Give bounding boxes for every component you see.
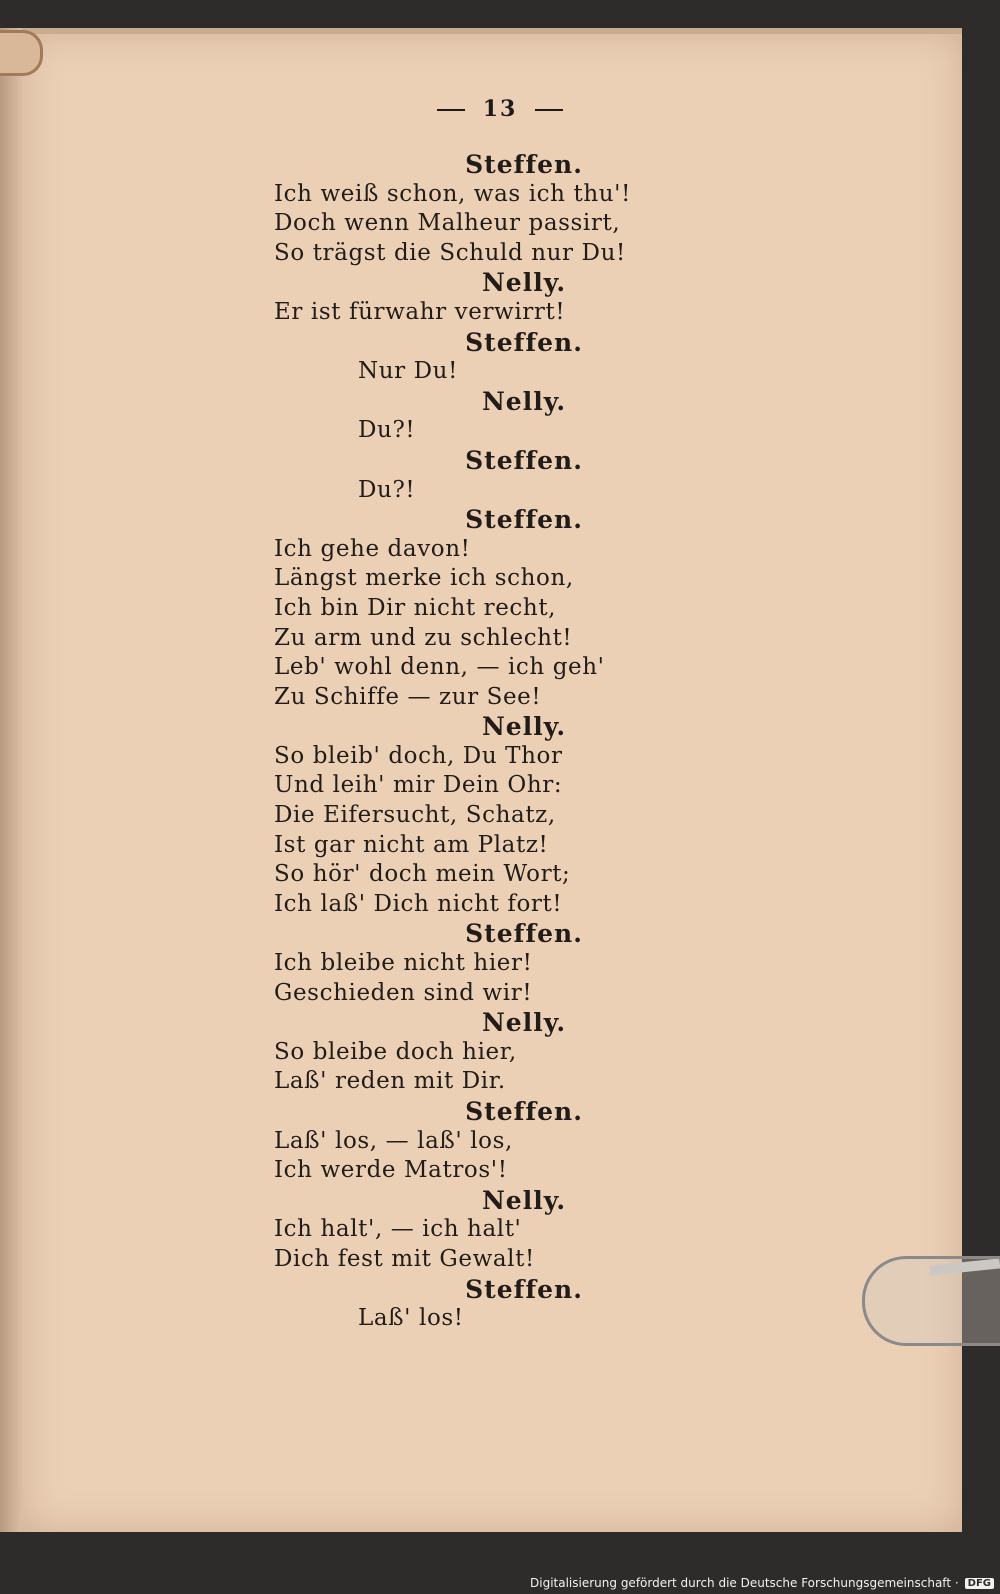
verse-line: Ich halt', — ich halt' xyxy=(274,1216,522,1243)
verse-line: Zu Schiffe — zur See! xyxy=(274,683,542,710)
dfg-logo-icon: DFG xyxy=(965,1578,994,1589)
page-top-edge xyxy=(22,28,962,34)
verse-line: Ich laß' Dich nicht fort! xyxy=(274,890,563,917)
verse-line: Die Eifersucht, Schatz, xyxy=(274,802,556,829)
speaker-name: Steffen. xyxy=(465,150,583,179)
verse-line: Geschieden sind wir! xyxy=(274,979,533,1006)
verse-line: Du?! xyxy=(358,476,416,503)
page-number-dash-left xyxy=(437,109,465,111)
verse-text-block xyxy=(274,150,834,1334)
verse-line: Doch wenn Malheur passirt, xyxy=(274,210,621,237)
verse-line: Ich bleibe nicht hier! xyxy=(274,950,533,977)
page-clip xyxy=(862,1256,1000,1346)
verse-line: Dich fest mit Gewalt! xyxy=(274,1245,535,1272)
speaker-name: Steffen. xyxy=(465,1274,583,1304)
speaker-name: Nelly. xyxy=(481,386,567,416)
verse-line: Laß' reden mit Dir. xyxy=(274,1068,506,1095)
verse-line: Laß' los, — laß' los, xyxy=(274,1127,513,1154)
speaker-name: Steffen. xyxy=(465,919,583,949)
speaker-name: Steffen. xyxy=(465,1097,583,1126)
page-number-dash-right xyxy=(535,109,563,111)
verse-line: So hör' doch mein Wort; xyxy=(274,861,571,888)
digitization-footer xyxy=(530,1572,994,1594)
verse-line: Längst merke ich schon, xyxy=(274,565,574,592)
verse-line: So bleib' doch, Du Thor xyxy=(274,742,563,769)
verse-line: Er ist fürwahr verwirrt! xyxy=(274,298,566,325)
speaker-name: Steffen. xyxy=(465,505,583,535)
verse-line: Ist gar nicht am Platz! xyxy=(274,831,549,858)
speaker-name: Nelly. xyxy=(481,1008,567,1038)
speaker-name: Steffen. xyxy=(465,327,583,357)
verse-line: Laß' los! xyxy=(358,1305,464,1332)
verse-line: Du?! xyxy=(358,417,416,444)
verse-line: Ich gehe davon! xyxy=(274,535,471,562)
speaker-name: Nelly. xyxy=(481,268,567,298)
speaker-name: Nelly. xyxy=(481,1185,567,1215)
speaker-name: Nelly. xyxy=(481,712,567,742)
verse-line: Ich bin Dir nicht recht, xyxy=(274,594,557,621)
page-number xyxy=(0,96,1000,122)
verse-line: Ich werde Matros'! xyxy=(274,1157,508,1184)
footer-credit: Digitalisierung gefördert durch die Deutsche Forschungsgemeinschaft · xyxy=(530,1576,959,1590)
verse-line: So bleibe doch hier, xyxy=(274,1038,517,1065)
verse-line: Nur Du! xyxy=(358,358,458,385)
page-number-value: 13 xyxy=(482,96,518,122)
binding-tab xyxy=(0,30,43,76)
verse-line: So trägst die Schuld nur Du! xyxy=(274,239,626,266)
verse-line: Ich weiß schon, was ich thu'! xyxy=(274,180,631,207)
speaker-name: Steffen. xyxy=(465,445,583,475)
verse-line: Zu arm und zu schlecht! xyxy=(274,624,573,651)
verse-line: Und leih' mir Dein Ohr: xyxy=(274,772,563,799)
verse-line: Leb' wohl denn, — ich geh' xyxy=(274,654,605,681)
